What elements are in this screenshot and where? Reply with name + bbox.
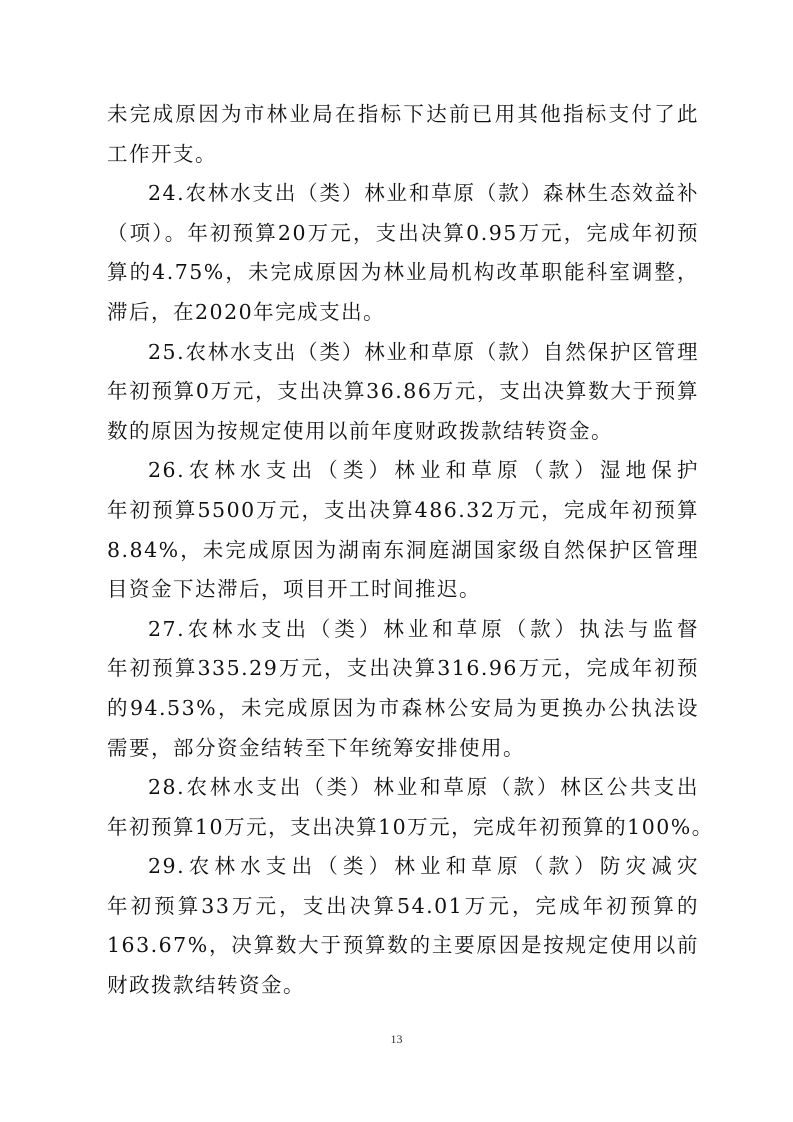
paragraph-27-start: 27.农林水支出（类）林业和草原（款）执法与监督 — [148, 616, 699, 641]
text-line: 年初预算33万元，支出决算54.01万元，完成年初预算的 — [107, 893, 699, 918]
paragraph-25-start: 25.农林水支出（类）林业和草原（款）自然保护区管理 — [148, 339, 699, 364]
text-line: 年初预算5500万元，支出决算486.32万元，完成年初预算 — [107, 497, 699, 522]
text-line: 算的4.75%，未完成原因为林业局机构改革职能科室调整， — [107, 260, 699, 285]
text-line: 工作开支。 — [107, 141, 217, 166]
text-line: 财政拨款结转资金。 — [107, 973, 305, 998]
paragraph-28-start: 28.农林水支出（类）林业和草原（款）林区公共支出 — [148, 775, 699, 800]
paragraph-29-start: 29.农林水支出（类）林业和草原（款）防灾减灾 — [148, 854, 699, 879]
text-line: 未完成原因为市林业局在指标下达前已用其他指标支付了此 — [107, 102, 699, 126]
text-line: 年初预算335.29万元，支出决算316.96万元，完成年初预 — [107, 656, 699, 681]
document-body — [107, 95, 714, 1006]
text-line: 163.67%，决算数大于预算数的主要原因是按规定使用以前 — [107, 933, 699, 958]
text-line: 需要，部分资金结转至下年统筹安排使用。 — [107, 735, 525, 760]
text-line: 目资金下达滞后，项目开工时间推迟。 — [107, 577, 481, 602]
text-line: 滞后，在2020年完成支出。 — [107, 299, 386, 324]
paragraph-26-start: 26.农林水支出（类）林业和草原（款）湿地保护 — [148, 458, 699, 483]
text-line: 的94.53%，未完成原因为市森林公安局为更换办公执法设 — [107, 695, 699, 720]
text-line: 8.84%，未完成原因为湖南东洞庭湖国家级自然保护区管理 — [107, 537, 699, 562]
paragraph-24-start: 24.农林水支出（类）林业和草原（款）森林生态效益补 — [148, 181, 699, 206]
page-number: 13 — [390, 1032, 403, 1046]
text-line: 数的原因为按规定使用以前年度财政拨款结转资金。 — [107, 418, 613, 443]
text-line: 年初预算0万元，支出决算36.86万元，支出决算数大于预算 — [107, 379, 699, 404]
text-line: （项）。年初预算20万元，支出决算0.95万元，完成年初预 — [107, 220, 699, 245]
text-line: 年初预算10万元，支出决算10万元，完成年初预算的100%。 — [107, 814, 714, 839]
